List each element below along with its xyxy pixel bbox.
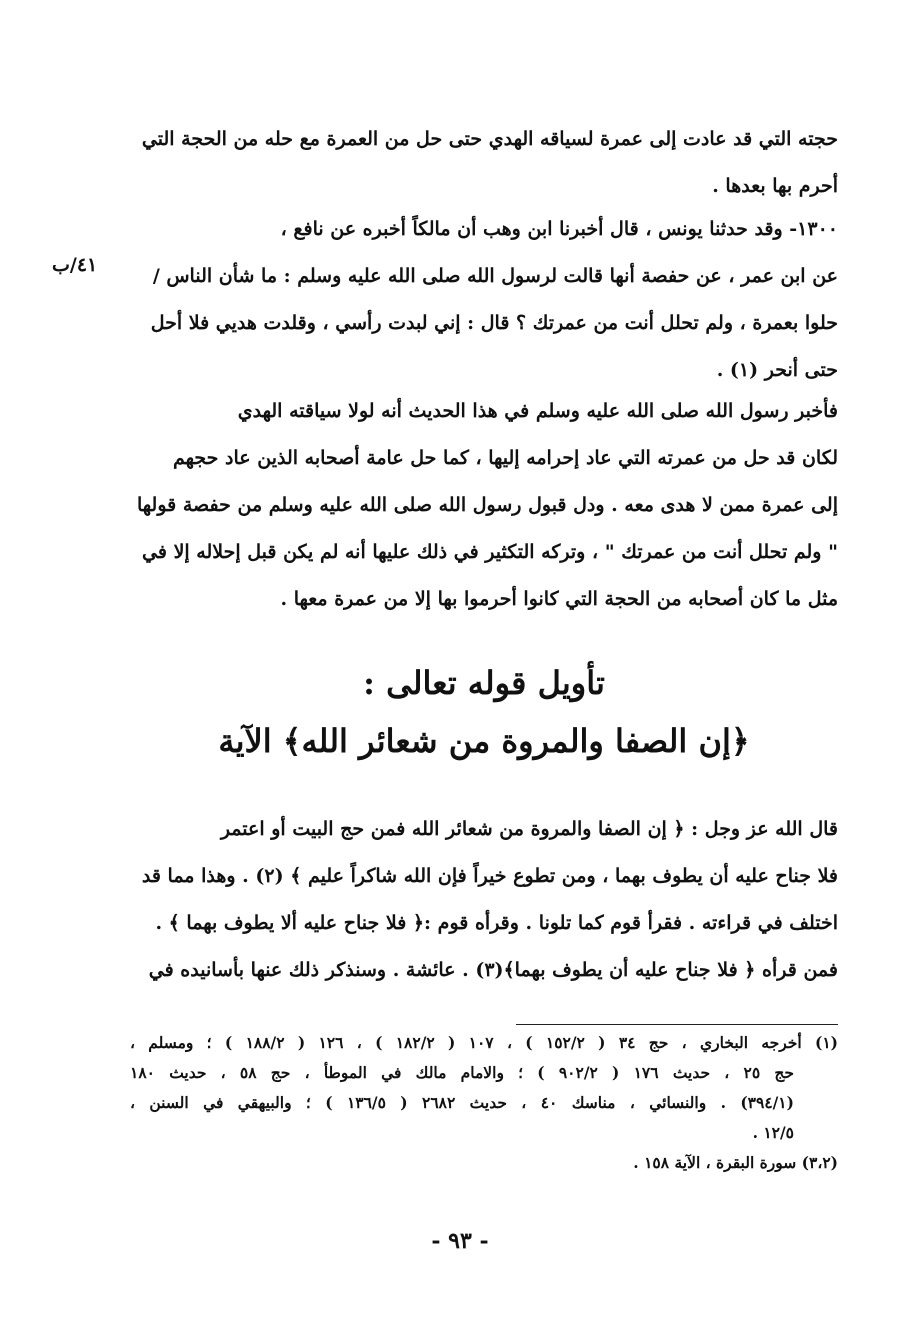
text-line: فأخبر رسول الله صلى الله عليه وسلم في هذا الحديث أنه لولا سياقته الهدي xyxy=(237,400,838,422)
text-line: حتى أنحر (١) . xyxy=(716,359,838,381)
section-heading-verse: ﴿إن الصفا والمروة من شعائر الله﴾ الآية xyxy=(218,722,750,760)
text-line: فمن قرأه ﴿ فلا جناح عليه أن يطوف بهما﴾(٣) . عائشة . وسنذكر ذلك عنها بأسانيده في xyxy=(148,959,838,981)
text-line: مثل ما كان أصحابه من الحجة التي كانوا أحرموا بها إلا من عمرة معها . xyxy=(280,588,838,610)
footnote-line: (١) أخرجه البخاري ، حج ٣٤ ( ١٥٢/٢ ) ، ١٠٧ ( ١٨٢/٢ ) ، ١٢٦ ( ١٨٨/٢ ) ؛ ومسلم ، xyxy=(130,1033,838,1052)
footnote-line: حج ٢٥ ، حديث ١٧٦ ( ٩٠٢/٢ ) ؛ والامام مالك في الموطأ ، حج ٥٨ ، حديث ١٨٠ xyxy=(130,1063,794,1082)
text-line: قال الله عز وجل : ﴿ إن الصفا والمروة من شعائر الله فمن حج البيت أو اعتمر xyxy=(220,818,838,840)
footnote-divider xyxy=(516,1024,838,1025)
text-line: حلوا بعمرة ، ولم تحلل أنت من عمرتك ؟ قال : إني لبدت رأسي ، وقلدت هديي فلا أحل xyxy=(150,312,838,334)
paragraph-1 xyxy=(130,116,838,210)
paragraph-3 xyxy=(130,388,838,623)
folio-margin-note: ٤١/ب xyxy=(52,254,98,276)
text-line: " ولم تحلل أنت من عمرتك " ، وتركه التكثير في ذلك عليها أنه لم يكن قبل إحلاله إلا في xyxy=(142,541,838,563)
footnote-line: (٣،٢) سورة البقرة ، الآية ١٥٨ . xyxy=(633,1153,838,1172)
text-line: لكان قد حل من عمرته التي عاد إحرامه إليها ، كما حل عامة أصحابه الذين عاد حجهم xyxy=(173,447,838,469)
text-line: ١٣٠٠- وقد حدثنا يونس ، قال أخبرنا ابن وهب أن مالكاً أخبره عن نافع ، xyxy=(280,218,838,240)
text-line: فلا جناح عليه أن يطوف بهما ، ومن تطوع خيراً فإن الله شاكراً عليم ﴾ (٢) . وهذا مما قد xyxy=(141,865,838,887)
paragraph-2 xyxy=(130,206,838,394)
text-line: اختلف في قراءته . فقرأ قوم كما تلونا . وقرأه قوم :﴿ فلا جناح عليه ألا يطوف بهما ﴾ . xyxy=(155,912,838,934)
paragraph-4 xyxy=(130,806,838,994)
text-line: عن ابن عمر ، عن حفصة أنها قالت لرسول الله صلى الله عليه وسلم : ما شأن الناس / xyxy=(152,265,838,287)
footnote-line: (٣٩٤/١) . والنسائي ، مناسك ٤٠ ، حديث ٢٦٨٢ ( ١٣٦/٥ ) ؛ والبيهقي في السنن ، xyxy=(130,1093,794,1112)
text-line: إلى عمرة ممن لا هدى معه . ودل قبول رسول الله صلى الله عليه وسلم من حفصة قولها xyxy=(137,494,838,516)
footnote-line: ١٢/٥ . xyxy=(752,1123,794,1142)
page-number: - ٩٣ - xyxy=(431,1228,489,1254)
text-line: أحرم بها بعدها . xyxy=(712,175,838,197)
footnotes xyxy=(130,1028,838,1178)
section-heading: تأويل قوله تعالى : xyxy=(363,664,605,702)
text-line: حجته التي قد عادت إلى عمرة لسياقه الهدي حتى حل من العمرة مع حله من الحجة التي xyxy=(141,128,838,150)
